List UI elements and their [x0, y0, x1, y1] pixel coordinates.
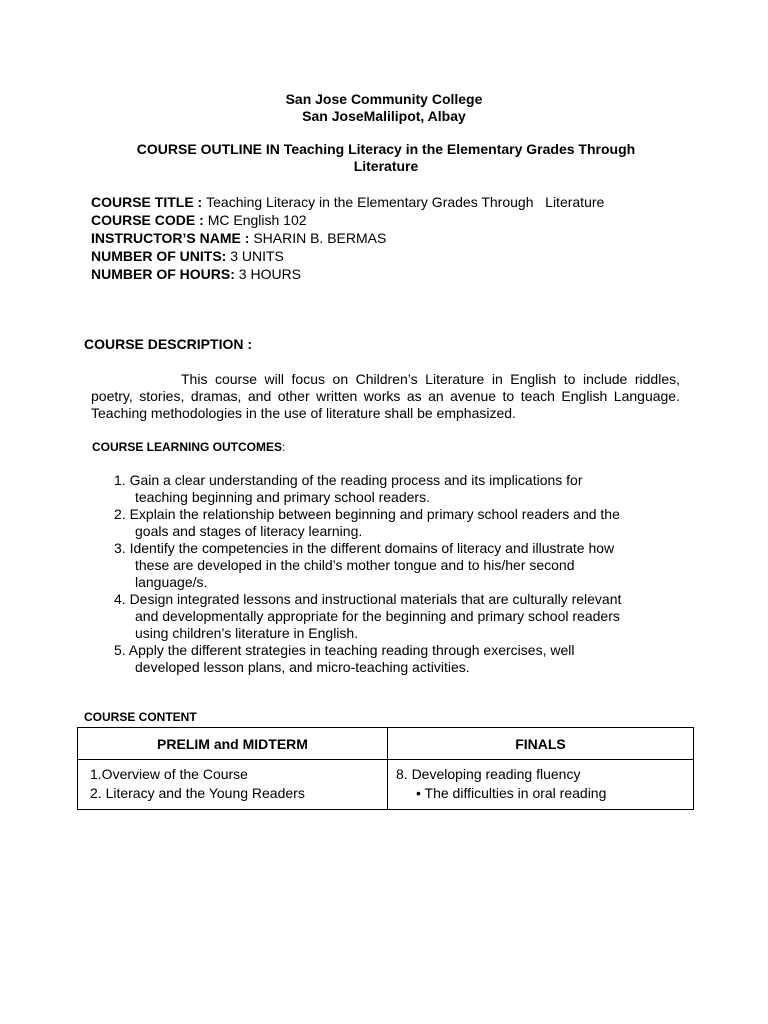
outcome-first-line: 3. Identify the competencies in the different domains of literacy and illustrate how	[114, 540, 615, 556]
outcome-item	[114, 506, 714, 540]
info-label: NUMBER OF HOURS:	[91, 266, 239, 282]
info-value: MC English 102	[207, 212, 307, 228]
info-value: 3 HOURS	[238, 266, 302, 282]
outcome-line: language/s.	[135, 574, 208, 590]
outcome-line: these are developed in the child’s mother tongue and to his/her second	[135, 557, 575, 573]
description-body	[91, 371, 680, 422]
course-content-table	[77, 727, 694, 810]
outcomes-heading-text: COURSE LEARNING OUTCOMES	[92, 440, 283, 454]
outcome-line: teaching beginning and primary school readers.	[135, 489, 430, 505]
outcome-item	[114, 642, 714, 676]
prelim-topic: 1.Overview of the Course	[90, 766, 248, 782]
course-info	[91, 193, 604, 283]
outline-title: COURSE OUTLINE IN Teaching Literacy in the Elementary Grades Through Literature	[136, 141, 636, 174]
hours-row	[91, 265, 604, 283]
outcome-first-line: 5. Apply the different strategies in teaching reading through exercises, well	[114, 642, 575, 658]
outcome-item	[114, 540, 714, 591]
outcomes-heading-colon: :	[282, 440, 286, 454]
outcomes-list	[114, 472, 714, 676]
info-value: SHARIN B. BERMAS	[253, 230, 387, 246]
table-row	[78, 760, 694, 810]
outcome-line: and developmentally appropriate for the beginning and primary school readers	[135, 608, 620, 624]
college-location: San JoseMalilipot, Albay	[302, 108, 466, 124]
column-header-prelim: PRELIM and MIDTERM	[78, 728, 388, 760]
units-row	[91, 247, 604, 265]
outcome-line: using children’s literature in English.	[135, 625, 359, 641]
prelim-cell	[78, 760, 388, 810]
prelim-topic: 2. Literacy and the Young Readers	[90, 785, 305, 801]
outcome-line: goals and stages of literacy learning.	[135, 523, 363, 539]
outcome-first-line: 4. Design integrated lessons and instructional materials that are culturally relevant	[114, 591, 622, 607]
info-label: COURSE TITLE :	[91, 194, 207, 210]
course-title-row	[91, 193, 604, 211]
info-label: NUMBER OF UNITS:	[91, 248, 231, 264]
content-heading: COURSE CONTENT	[84, 710, 197, 724]
column-header-finals: FINALS	[388, 728, 694, 760]
info-value: Teaching Literacy in the Elementary Grades Through Literature	[206, 194, 605, 210]
table-header-row	[78, 728, 694, 760]
outcome-first-line: 2. Explain the relationship between beginning and primary school readers and the	[114, 506, 620, 522]
outcome-item	[114, 472, 714, 506]
finals-topic: 8. Developing reading fluency	[396, 766, 581, 782]
finals-subtopic: • The difficulties in oral reading	[416, 785, 607, 801]
course-code-row	[91, 211, 604, 229]
outcome-item	[114, 591, 714, 642]
outcome-line: developed lesson plans, and micro-teaching activities.	[135, 659, 470, 675]
info-label: INSTRUCTOR’S NAME :	[91, 230, 254, 246]
info-value: 3 UNITS	[230, 248, 284, 264]
outcome-first-line: 1. Gain a clear understanding of the reading process and its implications for	[114, 472, 583, 488]
college-header	[0, 91, 768, 125]
description-text: This course will focus on Children’s Literature in English to include riddles, poetry, stories, dramas, and other written works as an avenue to teach English Language. Teaching methodologies in the use of literature shall be emphasized.	[91, 371, 680, 421]
info-label: COURSE CODE :	[91, 212, 208, 228]
outcomes-heading	[92, 440, 285, 454]
description-heading: COURSE DESCRIPTION :	[84, 336, 253, 352]
college-name: San Jose Community College	[285, 91, 483, 107]
instructor-row	[91, 229, 604, 247]
finals-cell	[388, 760, 694, 810]
